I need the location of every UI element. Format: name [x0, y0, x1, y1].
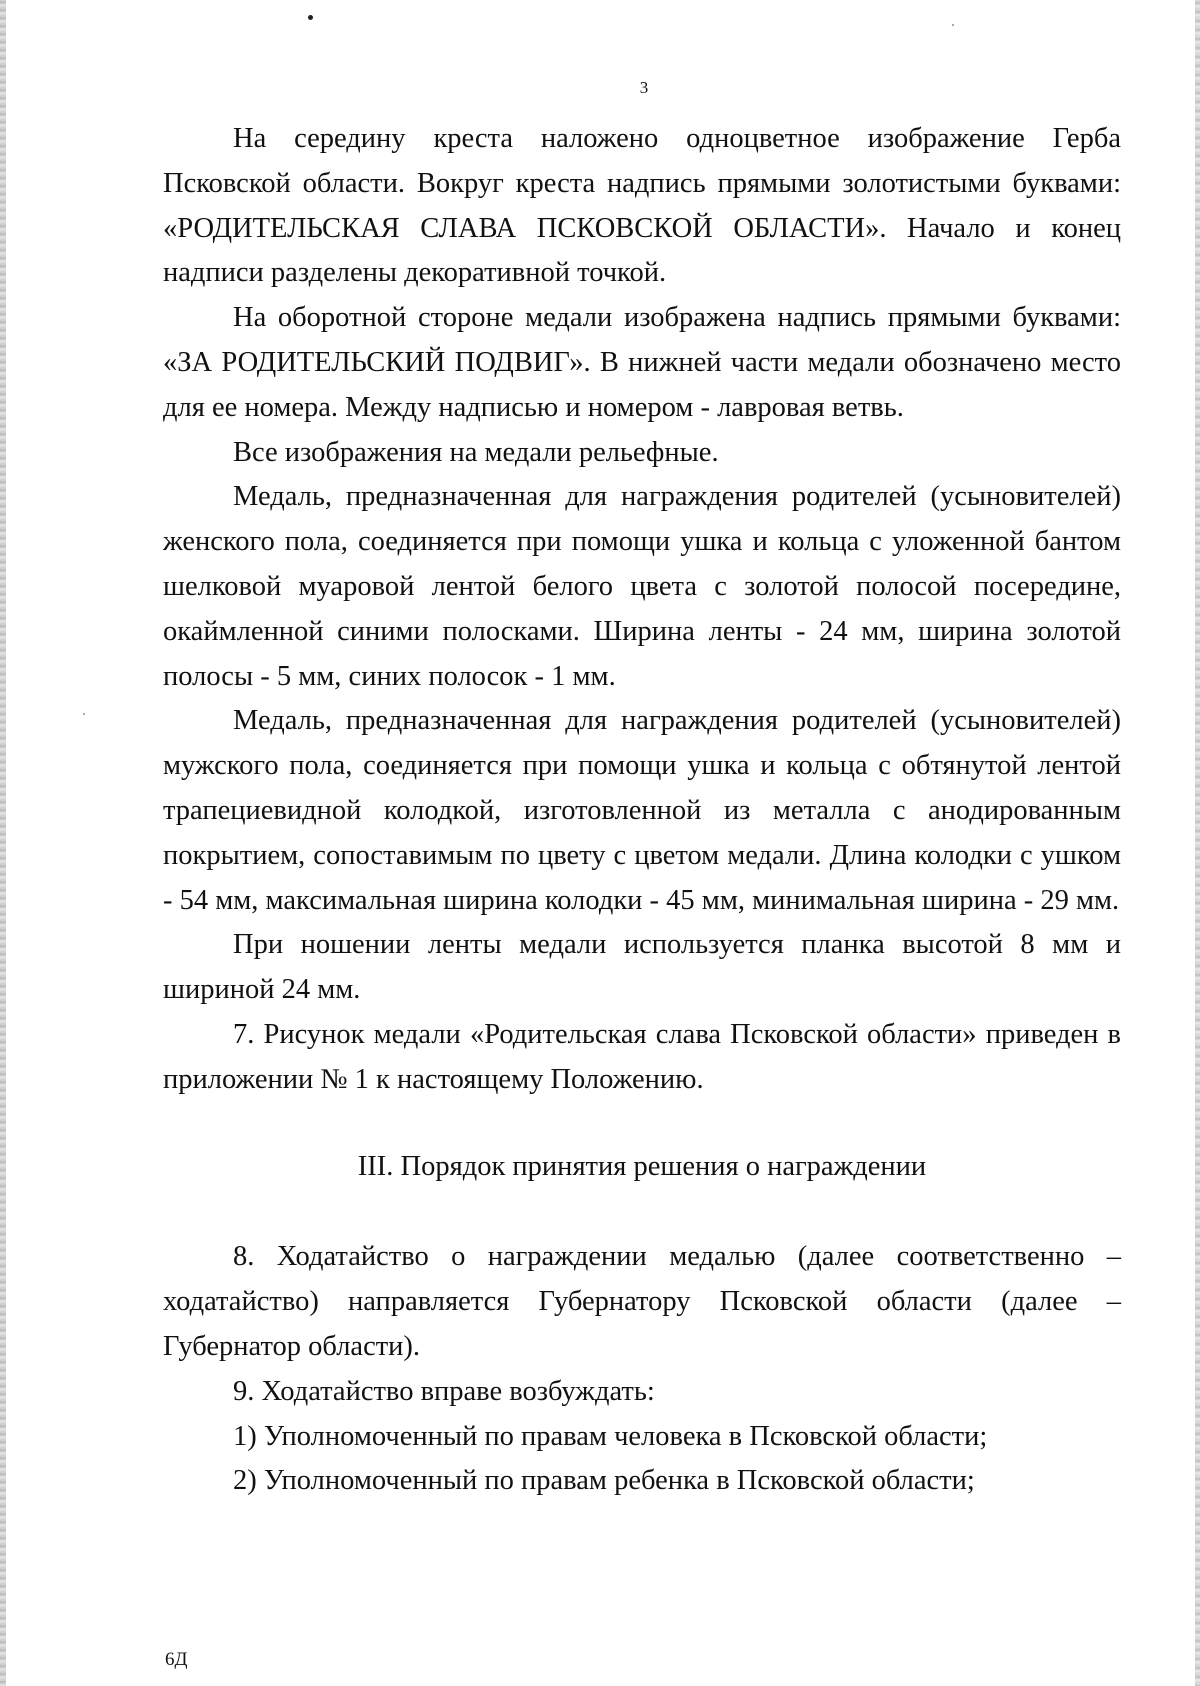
list-item: 1) Уполномоченный по правам человека в Псковской области; [233, 1420, 988, 1452]
paragraph: 7. Рисунок медали «Родительская слава Псковской области» приведен в приложении № 1 к настоящему Положению. [163, 1018, 1121, 1095]
scan-speck [952, 24, 954, 26]
page-number: 3 [639, 78, 649, 97]
paragraph: При ношении ленты медали используется планка высотой 8 мм и шириной 24 мм. [163, 929, 1121, 1006]
scan-edge-right [1195, 0, 1200, 1686]
paragraph: На оборотной стороне медали изображена надпись прямыми буквами: «ЗА РОДИТЕЛЬСКИЙ ПОДВИГ». В нижней части медали обозначено место для ее номера. Между надписью и номером - лавровая ветвь. [163, 302, 1121, 423]
scan-speck [83, 713, 85, 715]
scan-speck [308, 15, 313, 20]
paragraph: 9. Ходатайство вправе возбуждать: [233, 1375, 655, 1407]
section-heading: III. Порядок принятия решения о награждении [357, 1150, 927, 1182]
paragraph: 8. Ходатайство о награждении медалью (далее соответственно – ходатайство) направляется Губернатору Псковской области (далее – Губернатор области). [163, 1241, 1121, 1362]
document-body [163, 117, 1121, 1504]
list-item: 2) Уполномоченный по правам ребенка в Псковской области; [233, 1465, 975, 1497]
paragraph: Все изображения на медали рельефные. [233, 436, 719, 468]
footer-code: 6Д [165, 1649, 188, 1670]
paragraph: На середину креста наложено одноцветное изображение Герба Псковской области. Вокруг креста надпись прямыми золотистыми буквами: «РОДИТЕЛЬСКАЯ СЛАВА ПСКОВСКОЙ ОБЛАСТИ». Начало и конец надписи разделены декоративной точкой. [163, 123, 1121, 289]
scan-edge-left [0, 0, 6, 1686]
paragraph: Медаль, предназначенная для награждения родителей (усыновителей) женского пола, соединяется при помощи ушка и кольца с уложенной бантом шелковой муаровой лентой белого цвета с золотой полосой посередине, окаймленной синими полосками. Ширина ленты - 24 мм, ширина золотой полосы - 5 мм, синих полосок - 1 мм. [163, 481, 1121, 692]
paragraph: Медаль, предназначенная для награждения родителей (усыновителей) мужского пола, соединяется при помощи ушка и кольца с обтянутой лентой трапециевидной колодкой, изготовленной из металла с анодированным покрытием, сопоставимым по цвету с цветом медали. Длина колодки с ушком - 54 мм, максимальная ширина колодки - 45 мм, минимальная ширина - 29 мм. [163, 705, 1121, 916]
